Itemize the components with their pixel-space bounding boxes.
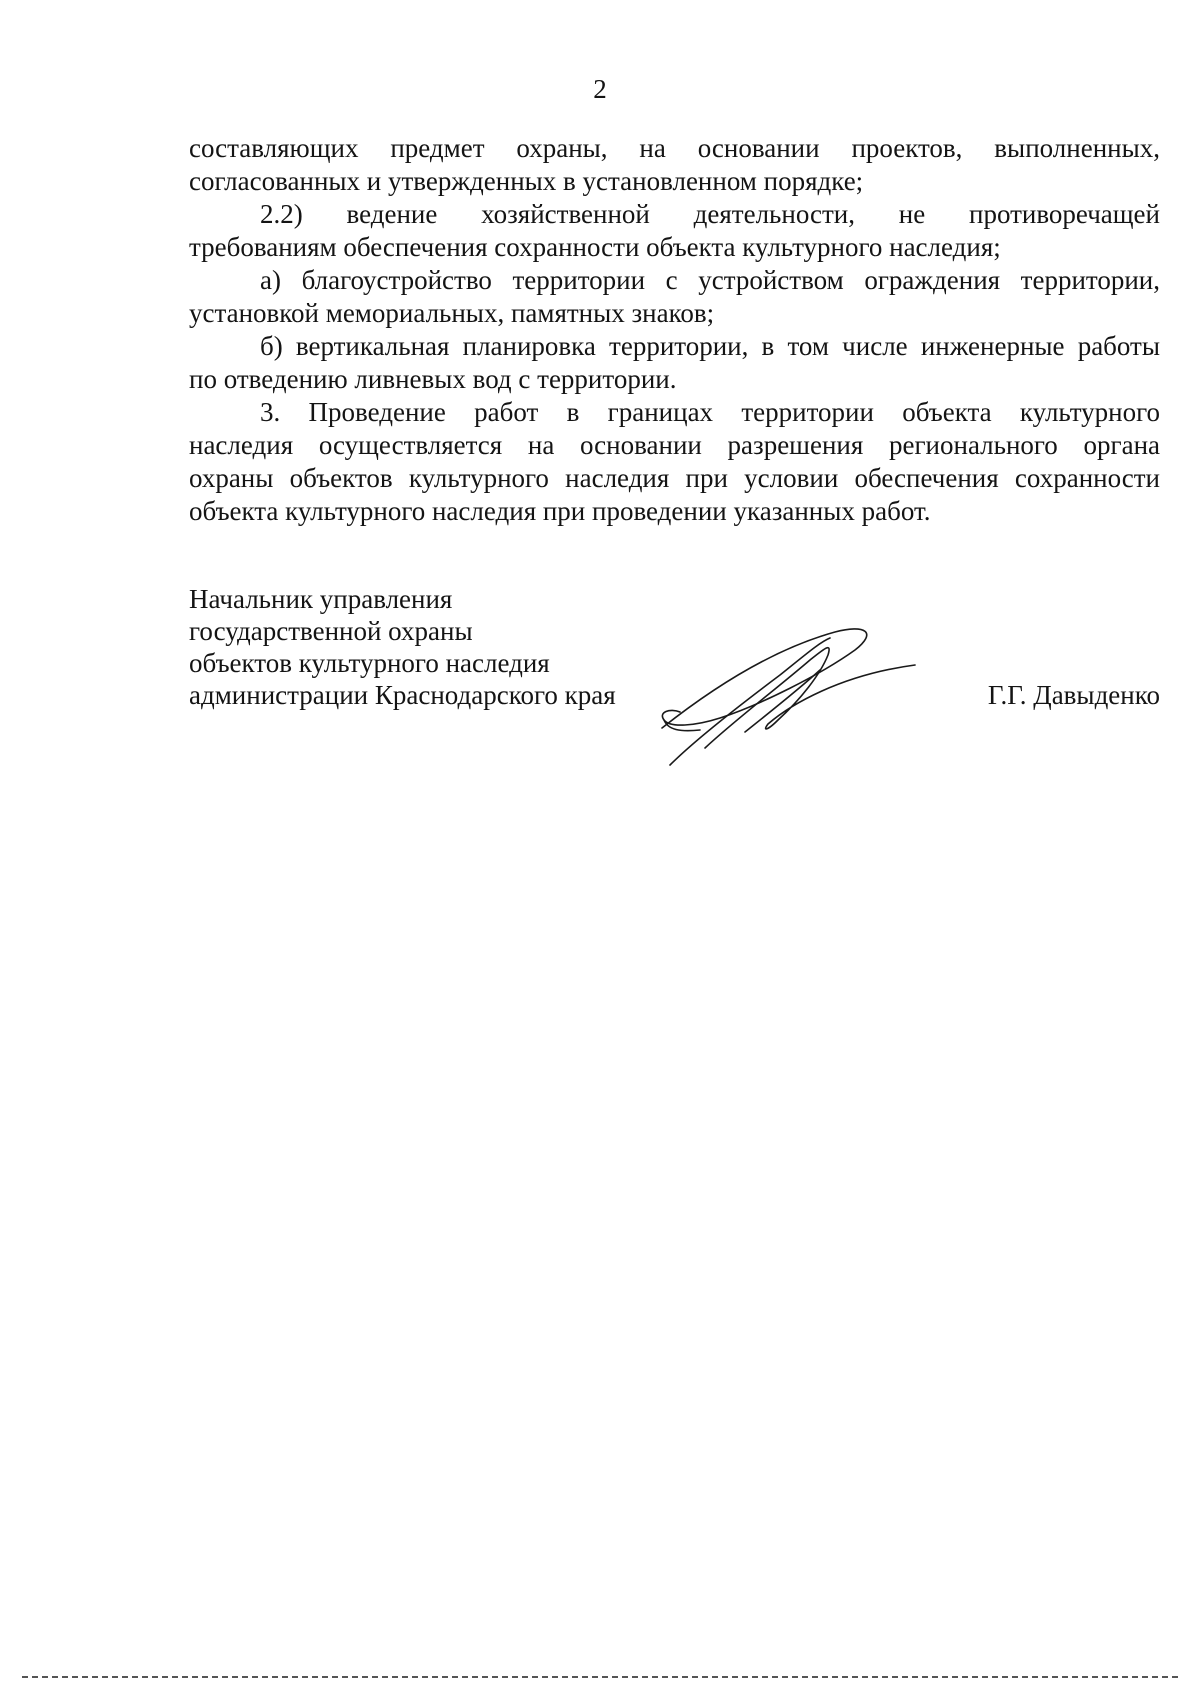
paragraph-line: согласованных и утвержденных в установленном порядке; [189, 166, 864, 196]
paragraph-line: 3. Проведение работ в границах территории объекта культурного [260, 397, 1160, 427]
paragraph-line: 2.2) ведение хозяйственной деятельности, не противоречащей [260, 199, 1160, 229]
signatory-title-line: администрации Краснодарского края [189, 680, 616, 710]
paragraph-1 [189, 132, 1160, 198]
signatory-title-line: Начальник управления [189, 584, 453, 614]
paragraph-3 [189, 264, 1160, 330]
paragraph-line: охраны объектов культурного наследия при условии обеспечения сохранности [189, 463, 1160, 493]
signatory-title-line: государственной охраны [189, 616, 473, 646]
paragraph-5 [189, 396, 1160, 528]
signer-name: Г.Г. Давыденко [987, 680, 1160, 710]
paragraph-line: объекта культурного наследия при проведении указанных работ. [189, 496, 931, 526]
paragraph-line: б) вертикальная планировка территории, в том числе инженерные работы [260, 331, 1160, 361]
paragraph-line: наследия осуществляется на основании разрешения регионального органа [189, 430, 1160, 460]
paragraph-line: по отведению ливневых вод с территории. [189, 364, 677, 394]
handwritten-signature [650, 620, 920, 770]
paragraph-2 [189, 198, 1160, 264]
paragraph-line: установкой мемориальных, памятных знаков; [189, 298, 715, 328]
paragraph-line: составляющих предмет охраны, на основании проектов, выполненных, [189, 133, 1160, 163]
paragraph-4 [189, 330, 1160, 396]
signatory-title-line: объектов культурного наследия [189, 648, 550, 678]
paragraph-line: а) благоустройство территории с устройством ограждения территории, [260, 265, 1160, 295]
document-body [189, 132, 1160, 528]
page-number: 2 [593, 74, 607, 104]
footer-divider [22, 1676, 1178, 1678]
paragraph-line: требованиям обеспечения сохранности объекта культурного наследия; [189, 232, 1001, 262]
